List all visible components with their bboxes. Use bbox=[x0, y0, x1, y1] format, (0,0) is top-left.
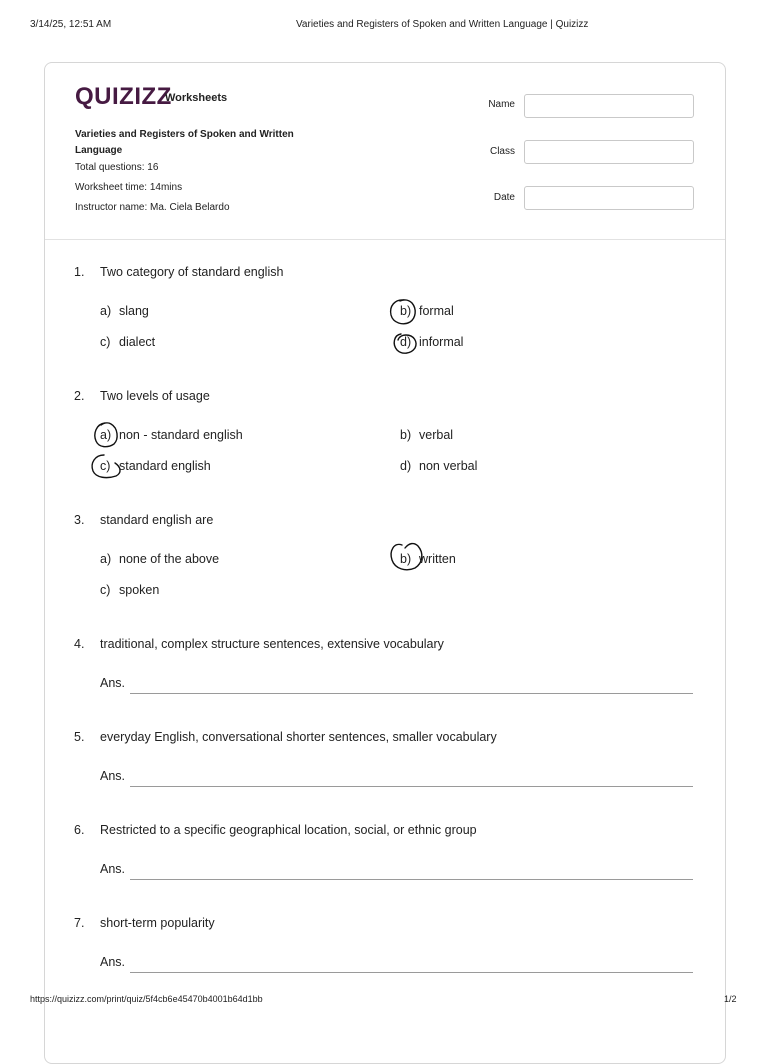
print-datetime: 3/14/25, 12:51 AM bbox=[30, 19, 112, 30]
answer-label: Ans. bbox=[100, 676, 126, 690]
question-number: 7. bbox=[74, 916, 85, 930]
option-d[interactable]: d) non verbal bbox=[400, 459, 478, 473]
answer-label: Ans. bbox=[100, 769, 126, 783]
worksheet-time: Worksheet time: 14mins bbox=[75, 182, 183, 193]
question-text: Two levels of usage bbox=[100, 389, 210, 403]
class-field[interactable] bbox=[524, 140, 694, 164]
question-number: 6. bbox=[74, 823, 85, 837]
question-text: Restricted to a specific geographical location, social, or ethnic group bbox=[100, 823, 477, 837]
answer-label: Ans. bbox=[100, 862, 126, 876]
answer-line[interactable] bbox=[130, 693, 693, 694]
option-c[interactable]: c) spoken bbox=[100, 583, 160, 597]
option-b[interactable]: b) written bbox=[400, 552, 456, 566]
question-number: 5. bbox=[74, 730, 85, 744]
date-field[interactable] bbox=[524, 186, 694, 210]
worksheet-title: Varieties and Registers of Spoken and Written Language bbox=[75, 129, 294, 156]
answer-line[interactable] bbox=[130, 786, 693, 787]
question-text: short-term popularity bbox=[100, 916, 215, 930]
quizizz-logo: QUIZIZZ bbox=[75, 83, 172, 110]
question-number: 1. bbox=[74, 265, 85, 279]
question-text: Two category of standard english bbox=[100, 265, 284, 279]
class-label: Class bbox=[489, 146, 515, 157]
question-text: standard english are bbox=[100, 513, 214, 527]
question-number: 2. bbox=[74, 389, 85, 403]
option-b[interactable]: b) formal bbox=[400, 304, 454, 318]
name-field[interactable] bbox=[524, 94, 694, 118]
name-label: Name bbox=[488, 99, 515, 110]
instructor-name: Instructor name: Ma. Ciela Belardo bbox=[75, 202, 230, 213]
option-d[interactable]: d) informal bbox=[400, 335, 464, 349]
worksheet-header bbox=[45, 63, 725, 240]
option-a[interactable]: a) non - standard english bbox=[100, 428, 243, 442]
answer-line[interactable] bbox=[130, 879, 693, 880]
answer-line[interactable] bbox=[130, 972, 693, 973]
option-a[interactable]: a) none of the above bbox=[100, 552, 220, 566]
print-title: Varieties and Registers of Spoken and Written Language | Quizizz bbox=[296, 19, 589, 30]
question-text: traditional, complex structure sentences, extensive vocabulary bbox=[100, 637, 444, 651]
date-label: Date bbox=[493, 192, 515, 203]
page-number: 1/2 bbox=[724, 994, 737, 1004]
question-text: everyday English, conversational shorter sentences, smaller vocabulary bbox=[100, 730, 497, 744]
option-a[interactable]: a) slang bbox=[100, 304, 149, 318]
answer-label: Ans. bbox=[100, 955, 126, 969]
question-number: 3. bbox=[74, 513, 85, 527]
total-questions: Total questions: 16 bbox=[75, 162, 159, 173]
logo-subtitle: Worksheets bbox=[165, 92, 228, 104]
option-c[interactable]: c) dialect bbox=[100, 335, 156, 349]
option-c[interactable]: c) standard english bbox=[100, 459, 211, 473]
print-url: https://quizizz.com/print/quiz/5f4cb6e45470b4001b64d1bb bbox=[30, 994, 263, 1004]
option-b[interactable]: b) verbal bbox=[400, 428, 454, 442]
question-number: 4. bbox=[74, 637, 85, 651]
